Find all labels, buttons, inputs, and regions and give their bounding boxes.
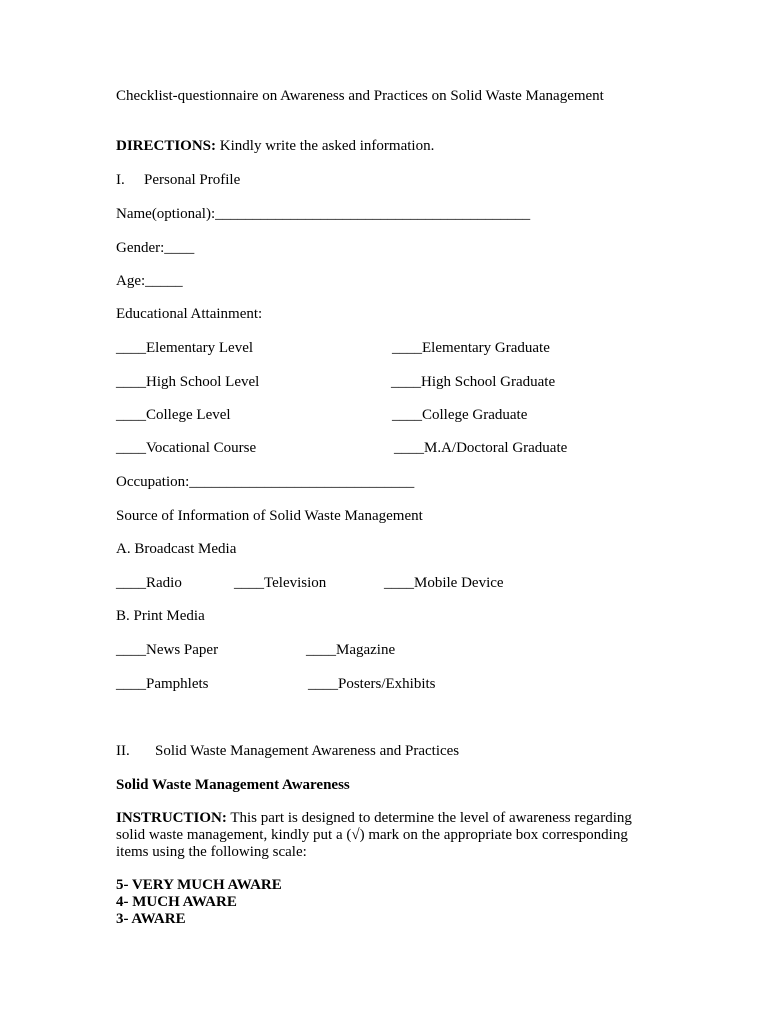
scale-item-3: 3- AWARE (116, 911, 186, 927)
section-2-heading: Solid Waste Management Awareness and Practices (155, 743, 460, 759)
edu-high-school-graduate[interactable]: ____High School Graduate (391, 374, 556, 390)
edu-college-graduate[interactable]: ____College Graduate (392, 407, 528, 423)
directions-label: DIRECTIONS: (116, 138, 217, 154)
source-heading: Source of Information of Solid Waste Management (116, 508, 423, 524)
print-news-paper[interactable]: ____News Paper (116, 642, 219, 658)
print-magazine[interactable]: ____Magazine (306, 642, 396, 658)
directions (116, 138, 434, 155)
edu-elementary-level[interactable]: ____Elementary Level (116, 340, 254, 356)
edu-vocational-course[interactable]: ____Vocational Course (116, 440, 257, 456)
edu-ma-doctoral-graduate[interactable]: ____M.A/Doctoral Graduate (394, 440, 568, 456)
section-1-heading: Personal Profile (144, 172, 241, 188)
instruction-text: This part is designed to determine the level of awareness regarding solid waste management, kindly put a (√) mark on the appropriate box corresponding items using the following scale: (116, 810, 632, 860)
print-posters-exhibits[interactable]: ____Posters/Exhibits (308, 676, 436, 692)
education-label: Educational Attainment: (116, 306, 263, 322)
broadcast-radio[interactable]: ____Radio (116, 575, 182, 591)
directions-text: Kindly write the asked information. (216, 138, 435, 154)
instruction-paragraph (116, 810, 661, 861)
broadcast-television[interactable]: ____Television (234, 575, 327, 591)
scale-item-4: 4- MUCH AWARE (116, 894, 237, 910)
scale-item-5: 5- VERY MUCH AWARE (116, 877, 282, 893)
broadcast-mobile-device[interactable]: ____Mobile Device (384, 575, 504, 591)
gender-field[interactable]: Gender:____ (116, 240, 195, 256)
print-heading: B. Print Media (116, 608, 205, 624)
instruction-label: INSTRUCTION: (116, 810, 227, 826)
name-field[interactable]: Name(optional):__________________________________________ (116, 206, 531, 222)
edu-college-level[interactable]: ____College Level (116, 407, 231, 423)
awareness-heading: Solid Waste Management Awareness (116, 777, 350, 793)
occupation-field[interactable]: Occupation:______________________________ (116, 474, 415, 490)
section-2-numeral: II. (116, 743, 130, 759)
edu-high-school-level[interactable]: ____High School Level (116, 374, 260, 390)
edu-elementary-graduate[interactable]: ____Elementary Graduate (392, 340, 550, 356)
section-1-numeral: I. (116, 172, 125, 188)
broadcast-heading: A. Broadcast Media (116, 541, 237, 557)
print-pamphlets[interactable]: ____Pamphlets (116, 676, 209, 692)
document-title: Checklist-questionnaire on Awareness and Practices on Solid Waste Management (116, 88, 604, 104)
age-field[interactable]: Age:_____ (116, 273, 183, 289)
